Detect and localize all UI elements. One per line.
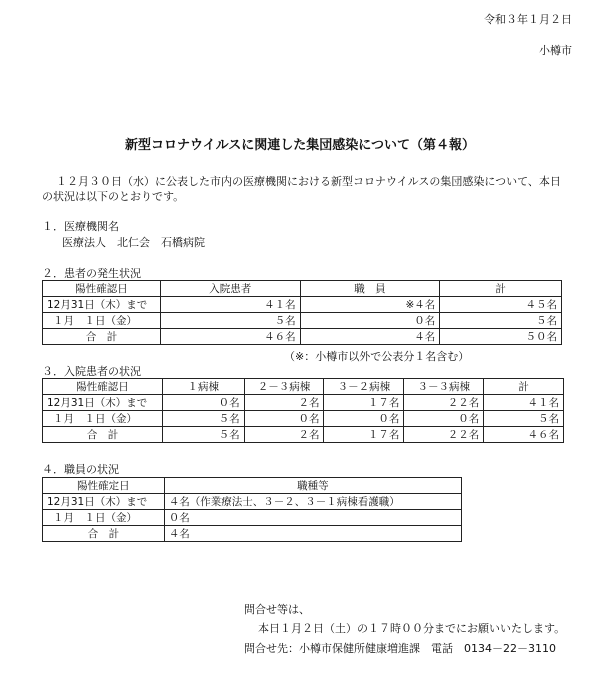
column-header: 陽性確認日 xyxy=(43,379,163,395)
table-row xyxy=(43,411,564,427)
ward-cell: ０名 xyxy=(324,411,404,427)
detail-cell: ４名（作業療法士、３－２、３－１病棟看護職） xyxy=(164,494,461,510)
inpatients-cell: ４６名 xyxy=(160,329,300,345)
date-cell: 12月31日（木）まで xyxy=(43,297,161,313)
ward-cell: １７名 xyxy=(324,427,404,443)
staff-cell: ※４名 xyxy=(300,297,440,313)
section4-heading: ４．職員の状況 xyxy=(42,463,119,476)
inpatients-cell: ４１名 xyxy=(160,297,300,313)
ward-cell: ０名 xyxy=(244,411,324,427)
table-total-row xyxy=(43,526,462,542)
column-header: ３－３病棟 xyxy=(404,379,484,395)
date-cell: 12月31日（木）まで xyxy=(43,395,163,411)
table-row xyxy=(43,297,562,313)
date-cell: １月 １日（金） xyxy=(43,411,163,427)
ward-cell: ０名 xyxy=(162,395,244,411)
column-header: ３－２病棟 xyxy=(324,379,404,395)
total-cell: ４５名 xyxy=(440,297,562,313)
table-row xyxy=(43,313,562,329)
column-header: 陽性確定日 xyxy=(43,478,165,494)
total-label-cell: 合 計 xyxy=(43,526,165,542)
table-header-row xyxy=(43,281,562,297)
document-date: 令和３年１月２日 xyxy=(484,13,572,26)
ward-cell: ０名 xyxy=(404,411,484,427)
document-title: 新型コロナウイルスに関連した集団感染について（第４報） xyxy=(125,138,475,153)
date-cell: １月 １日（金） xyxy=(43,510,165,526)
section1-heading: １．医療機関名 xyxy=(42,220,119,233)
column-header: 計 xyxy=(484,379,564,395)
intro-line-1: １２月３０日（水）に公表した市内の医療機関における新型コロナウイルスの集団感染について、本日 xyxy=(56,175,561,188)
table-header-row xyxy=(43,379,564,395)
inpatients-cell: ５名 xyxy=(160,313,300,329)
issuer-name: 小樽市 xyxy=(539,44,572,57)
table-total-row xyxy=(43,427,564,443)
total-cell: ５名 xyxy=(440,313,562,329)
contact-label: 問合せ等は、 xyxy=(244,603,310,616)
column-header: 計 xyxy=(440,281,562,297)
staff-cell: ４名 xyxy=(300,329,440,345)
table-row xyxy=(43,494,462,510)
staff-status-table xyxy=(42,477,462,542)
column-header: 職種等 xyxy=(164,478,461,494)
section3-heading: ３．入院患者の状況 xyxy=(42,365,141,378)
patient-outbreak-table xyxy=(42,280,562,345)
table-row xyxy=(43,395,564,411)
column-header: 陽性確認日 xyxy=(43,281,161,297)
ward-cell: ５名 xyxy=(162,411,244,427)
detail-cell: ０名 xyxy=(164,510,461,526)
table-header-row xyxy=(43,478,462,494)
column-header: 入院患者 xyxy=(160,281,300,297)
ward-cell: ２２名 xyxy=(404,427,484,443)
staff-cell: ０名 xyxy=(300,313,440,329)
ward-cell: ５名 xyxy=(162,427,244,443)
column-header: 職 員 xyxy=(300,281,440,297)
total-cell: ４６名 xyxy=(484,427,564,443)
date-cell: 12月31日（木）まで xyxy=(43,494,165,510)
detail-cell: ４名 xyxy=(164,526,461,542)
inpatient-ward-table xyxy=(42,378,564,443)
contact-info: 問合せ先：小樽市保健所健康増進課 電話 0134－22－3110 xyxy=(244,642,556,655)
hospital-name: 医療法人 北仁会 石橋病院 xyxy=(62,236,205,249)
total-label-cell: 合 計 xyxy=(43,329,161,345)
total-cell: ５名 xyxy=(484,411,564,427)
ward-cell: ２名 xyxy=(244,395,324,411)
column-header: １病棟 xyxy=(162,379,244,395)
date-cell: １月 １日（金） xyxy=(43,313,161,329)
total-cell: ４１名 xyxy=(484,395,564,411)
table-row xyxy=(43,510,462,526)
ward-cell: ２名 xyxy=(244,427,324,443)
ward-cell: ２２名 xyxy=(404,395,484,411)
intro-line-2: の状況は以下のとおりです。 xyxy=(42,190,185,203)
section2-note: （※：小樽市以外で公表分１名含む） xyxy=(284,350,470,363)
contact-deadline: 本日１月２日（土）の１７時００分までにお願いいたします。 xyxy=(258,622,566,635)
ward-cell: １７名 xyxy=(324,395,404,411)
column-header: ２－３病棟 xyxy=(244,379,324,395)
total-cell: ５０名 xyxy=(440,329,562,345)
section2-heading: ２．患者の発生状況 xyxy=(42,267,141,280)
table-total-row xyxy=(43,329,562,345)
total-label-cell: 合 計 xyxy=(43,427,163,443)
